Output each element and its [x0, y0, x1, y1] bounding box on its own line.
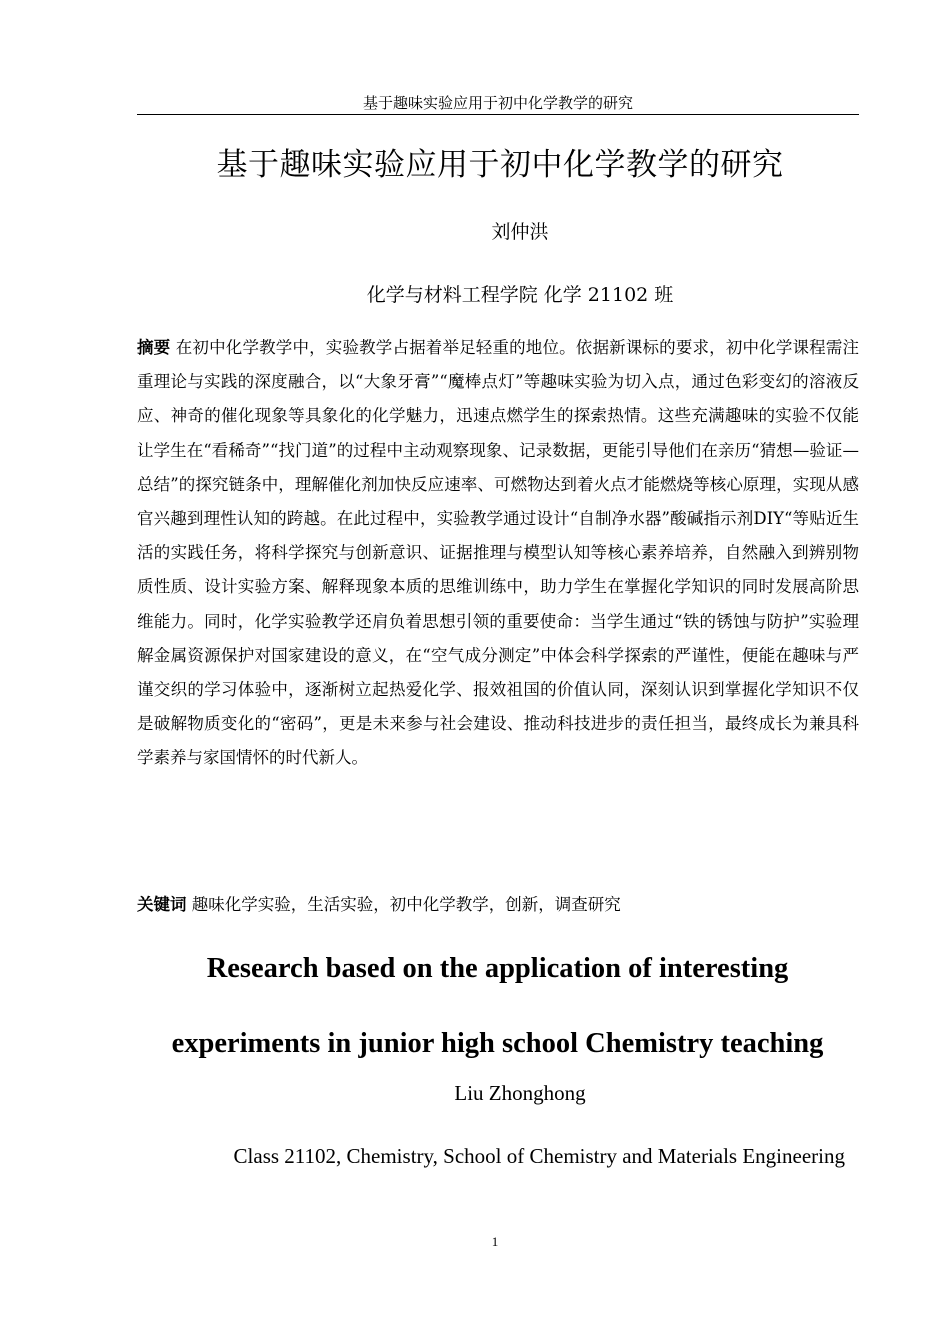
- chinese-title: 基于趣味实验应用于初中化学教学的研究: [216, 147, 784, 183]
- english-affiliation: Class 21102, Chemistry, School of Chemistry and Materials Engineering: [233, 1144, 845, 1168]
- chinese-keywords: [137, 888, 859, 922]
- english-title: [100, 931, 895, 1081]
- chinese-author: 刘仲洪: [491, 221, 549, 243]
- keywords-label: 关键词: [137, 895, 187, 914]
- keywords-text: 趣味化学实验，生活实验，初中化学教学，创新，调查研究: [191, 895, 621, 914]
- page-number: 1: [491, 1234, 499, 1249]
- english-title-line-2: experiments in junior high school Chemistry teaching: [171, 1028, 824, 1059]
- abstract-text: 在初中化学教学中，实验教学占据着举足轻重的地位。依据新课标的要求，初中化学课程需注重理论与实践的深度融合，以“大象牙膏”“魔棒点灯”等趣味实验为切入点，通过色彩变幻的溶液反应、神奇的催化现象等具象化的化学魅力，迅速点燃学生的探索热情。这些充满趣味的实验不仅能让学生在“看稀奇”“找门道”的过程中主动观察现象、记录数据，更能引导他们在亲历“猜想—验证—总结”的探究链条中，理解催化剂加快反应速率、可燃物达到着火点才能燃烧等核心原理，实现从感官兴趣到理性认知的跨越。在此过程中，实验教学通过设计“自制净水器”酸碱指示剂DIY“等贴近生活的实践任务，将科学探究与创新意识、证据推理与模型认知等核心素养培养，自然融入到辨别物质性质、设计实验方案、解释现象本质的思维训练中，助力学生在掌握化学知识的同时发展高阶思维能力。同时，化学实验教学还肩负着思想引领的重要使命：当学生通过“铁的锈蚀与防护”实验理解金属资源保护对国家建设的意义，在“空气成分测定”中体会科学探索的严谨性，便能在趣味与严谨交织的学习体验中，逐渐树立起热爱化学、报效祖国的价值认同，深刻认识到掌握化学知识不仅是破解物质变化的“密码”，更是未来参与社会建设、推动科技进步的责任担当，最终成长为兼具科学素养与家国情怀的时代新人。: [137, 338, 860, 768]
- chinese-affiliation: 化学与材料工程学院 化学 21102 班: [366, 284, 674, 306]
- english-author: Liu Zhonghong: [454, 1081, 586, 1105]
- chinese-abstract: [137, 331, 859, 776]
- english-title-line-1: Research based on the application of interesting: [206, 953, 789, 984]
- abstract-label: 摘要: [137, 338, 171, 357]
- running-header: 基于趣味实验应用于初中化学教学的研究: [137, 92, 859, 115]
